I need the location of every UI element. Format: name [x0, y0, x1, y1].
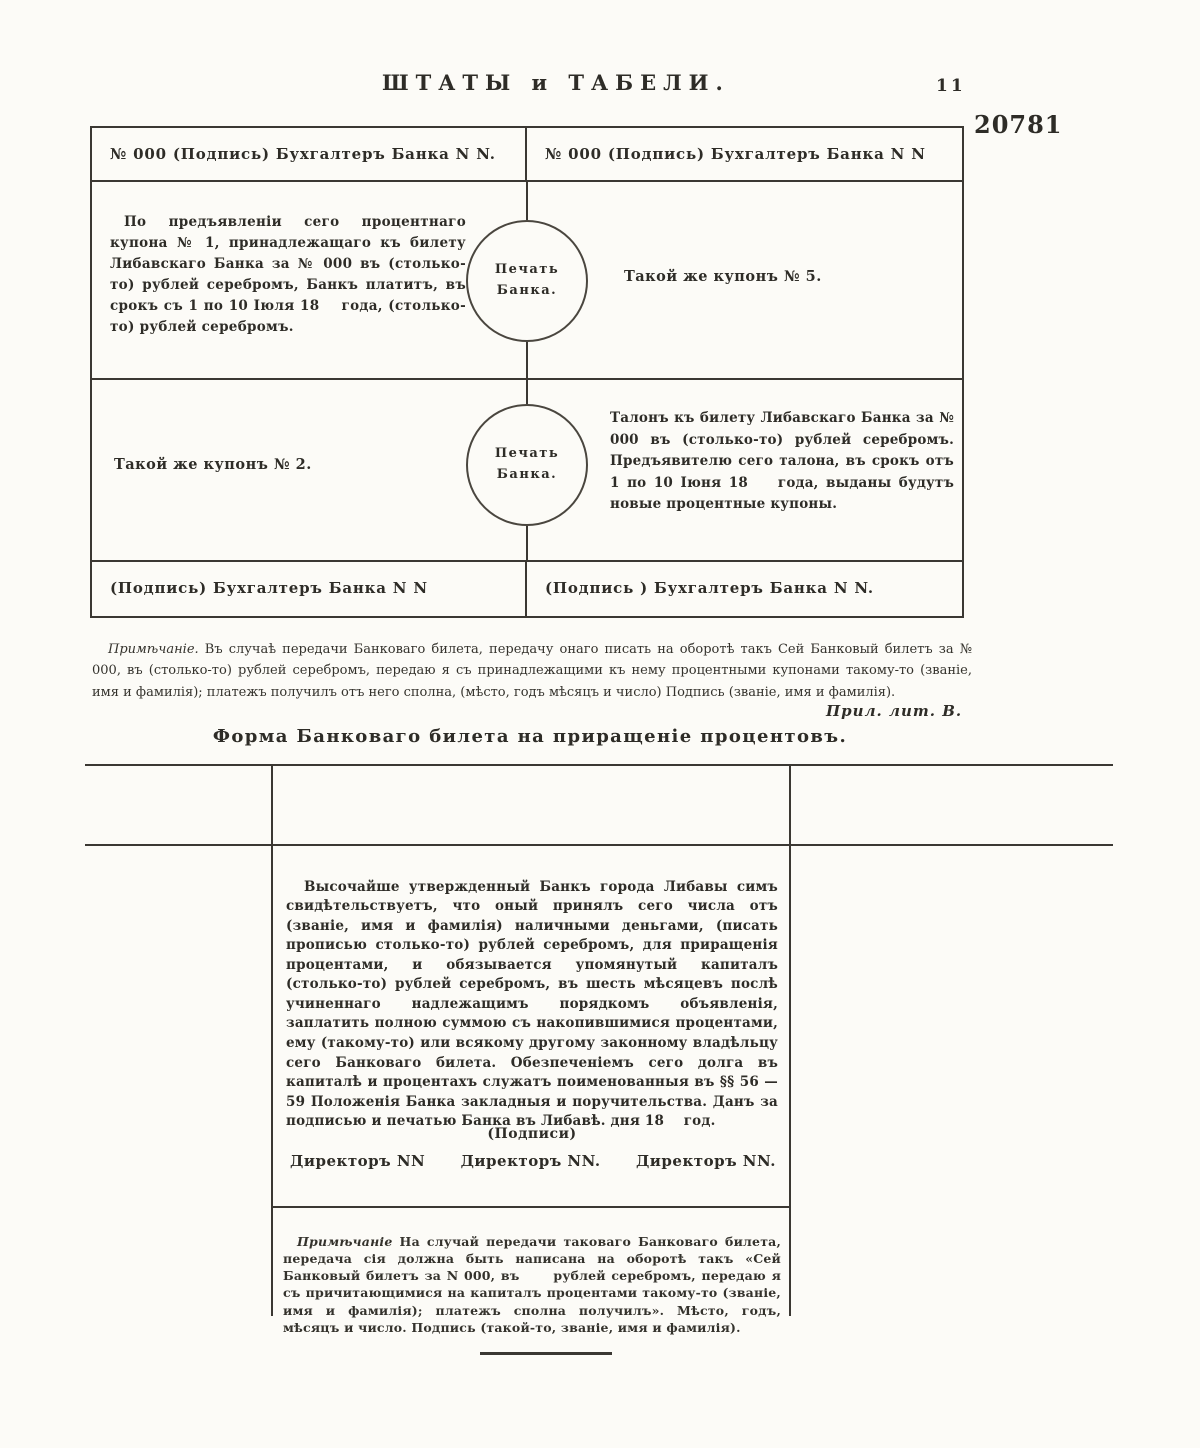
rule-vertical-right — [789, 764, 791, 1316]
form-heading: Форма Банковаго билета на приращеніе процентовъ. — [212, 726, 848, 747]
transfer-note — [92, 639, 972, 703]
note-label: Примѣчаніе. — [108, 642, 199, 657]
coupon-5-label: Такой же купонъ № 5. — [624, 268, 822, 285]
table-row — [92, 380, 962, 562]
director-signature: Директоръ NN — [290, 1152, 426, 1170]
director-signature: Директоръ NN. — [635, 1152, 776, 1170]
column-divider — [526, 182, 528, 220]
annex-label: Прил. лит. В. — [826, 702, 963, 720]
coupon-1-text: По предъявленіи сего процентнаго купона № 1, принадлежащаго къ билету Либавскаго Банка за № 000 въ (столько-то) рублей серебромъ, Банкъ платитъ, въ срокъ съ 1 по 10 Іюля 18 года, (столько-то) рублей серебромъ. — [110, 214, 466, 335]
bank-seal-circle — [466, 404, 588, 526]
note-label: Примѣчаніе — [297, 1233, 393, 1249]
note-text: На случай передачи таковаго Банковаго билета, передача сія должна быть написана на оборотѣ такъ «Сей Банковый билетъ за N 000, въ рублей серебромъ, передаю я съ причитающимися на капиталъ процентами такому-то (званіе, имя и фамилія); платежъ сполна получилъ». Мѣсто, годъ, мѣсяцъ и число. Подпись (такой-то, званіе, имя и фамилія). — [283, 1233, 781, 1335]
page-number: 11 — [936, 76, 966, 96]
page-title: ШТАТЫ и ТАБЕЛИ. — [382, 70, 730, 95]
rule-horizontal-header — [85, 844, 1113, 846]
column-divider — [526, 342, 528, 380]
rule-vertical-left — [271, 764, 273, 1316]
stamp-number: 20781 — [974, 110, 1063, 139]
accountant-signature-bottom-left: (Подпись) Бухгалтеръ Банка N N — [92, 562, 527, 616]
column-divider — [526, 380, 528, 404]
seal-text-line1: Печать — [494, 446, 560, 462]
bill-body-text: Высочайше утвержденный Банкъ города Либавы симъ свидѣтельствуетъ, что оный принялъ сего числа отъ (званіе, имя и фамилія) наличными деньгами, (писать прописью столько-то) рублей серебромъ, для приращенія процентами, и обязывается упомянутый капиталъ (столько-то) рублей серебромъ, въ шесть мѣсяцевъ послѣ учиненнаго надлежащимъ порядкомъ объявленія, заплатить полною суммою съ накопившимися процентами, ему (такому-то) или всякому другому законному владѣльцу сего Банковаго билета. Обезпеченіемъ сего долга въ капиталѣ и процентахъ служатъ поименованныя въ §§ 56 — 59 Положенія Банка закладныя и поручительства. Данъ за подписью и печатью Банка въ Либавѣ. дня 18 год. — [286, 878, 778, 1130]
director-signature: Директоръ NN. — [460, 1152, 601, 1170]
note-text: Въ случаѣ передачи Банковаго билета, передачу онаго писать на оборотѣ такъ Сей Банковый билетъ за № 000, въ (столько-то) рублей серебромъ, передаю я съ принадлежащими къ нему процентными купонами такому-то (званіе, имя и фамилія); платежъ получилъ отъ него сполна, (мѣсто, годъ мѣсяцъ и число) Подпись (званіе, имя и фамилія). — [92, 642, 972, 700]
rule-horizontal-top — [85, 764, 1113, 766]
talon-text: Талонъ къ билету Либавскаго Банка за № 000 въ (столько-то) рублей серебромъ. Предъявителю сего талона, въ срокъ отъ 1 по 10 Іюня 18 года, выданы будутъ новые процентные купоны. — [610, 410, 954, 513]
table-row — [92, 128, 962, 182]
seal-text-line1: Печать — [494, 262, 560, 278]
end-rule — [480, 1352, 612, 1355]
column-divider — [526, 526, 528, 562]
directors-row — [290, 1152, 776, 1170]
table-row — [92, 182, 962, 380]
seal-text-line2: Банка. — [496, 467, 558, 482]
seal-text-line2: Банка. — [496, 283, 558, 298]
table-row — [92, 562, 962, 616]
accountant-signature-top-left: № 000 (Подпись) Бухгалтеръ Банка N N. — [92, 128, 527, 180]
bill-signature-label: (Подписи) — [487, 1126, 577, 1142]
bill-transfer-note — [283, 1233, 781, 1337]
accountant-signature-top-right: № 000 (Подпись) Бухгалтеръ Банка N N — [545, 145, 926, 163]
accountant-signature-bottom-right: (Подпись ) Бухгалтеръ Банка N N. — [545, 579, 874, 597]
bank-seal-circle — [466, 220, 588, 342]
coupon-2-label: Такой же купонъ № 2. — [114, 456, 312, 473]
rule-horizontal-note — [273, 1206, 789, 1208]
coupon-table — [90, 126, 964, 618]
